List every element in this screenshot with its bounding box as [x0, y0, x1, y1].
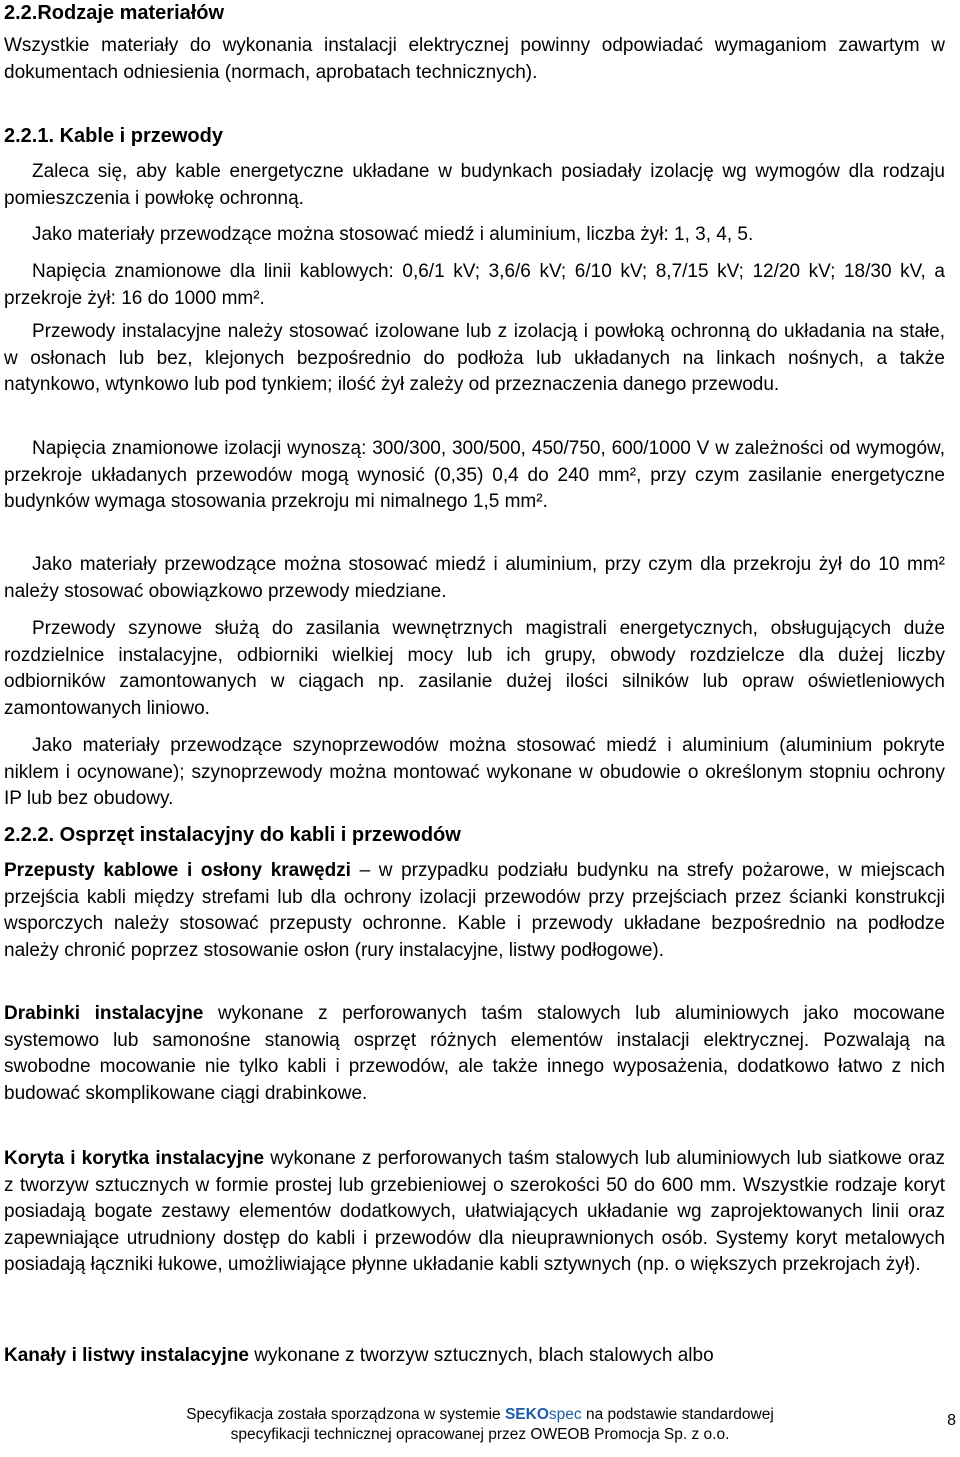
- section-number: 2.2.: [4, 2, 38, 24]
- page-number: 8: [947, 1412, 956, 1429]
- paragraph-trunking-channels: [4, 1343, 945, 1370]
- paragraph-rated-voltages: Napięcia znamionowe dla linii kablowych: 0,6/1 kV; 3,6/6 kV; 6/10 kV; 8,7/15 kV; 12/20 kV; 18/30 kV, a przekroje żył: 16 do 1000 mm².: [4, 261, 945, 309]
- section-number: 2.2.2.: [4, 824, 55, 846]
- footer-line-1: [0, 1405, 960, 1425]
- paragraph-text: wykonane z perforowanych taśm stalowych lub aluminiowych lub siatkowe oraz z tworzyw sztucznych w formie prostej lub grzebieniowej o szerokości 50 do 600 mm. Wszystkie rodzaje koryt posiadają bogate zestawy elementów dodatkowych, ułatwiających układanie wg zaprojektowanych linii oraz zapewniające utrudniony dostęp do kabli i przewodów dla nieuprawnionych osób. Systemy koryt metalowych posiadają łączniki łukowe, umożliwiające płynne układanie kabli sztywnych (np. o większych przekrojach żył).: [4, 1148, 945, 1275]
- paragraph-insulation-voltages: Napięcia znamionowe izolacji wynoszą: 300/300, 300/500, 450/750, 600/1000 V w zależności od wymogów, przekroje układanych przewodów mogą wynosić (0,35) 0,4 do 240 mm², przy czym zasilanie energetyczne budynków wymaga stosowania przekroju mi nimalnego 1,5 mm².: [4, 438, 945, 512]
- footer-line-2: specyfikacji technicznej opracowanej przez OWEOB Promocja Sp. z o.o.: [230, 1426, 730, 1443]
- section-heading-2-2-2: [4, 822, 461, 848]
- term-bold: Kanały i listwy instalacyjne: [4, 1345, 249, 1366]
- paragraph-cables-insulation: Zaleca się, aby kable energetyczne układane w budynkach posiadały izolację wg wymogów dla rodzaju pomieszczenia i powłokę ochronną.: [4, 161, 945, 209]
- section-heading-2-2: [4, 0, 224, 26]
- paragraph-busbar-trunking: Przewody szynowe służą do zasilania wewnętrznych magistrali energetycznych, obsługujących duże rozdzielnice instalacyjne, odbiorniki wielkiej mocy lub ich grupy, obwody rozdzielcze dla dużej liczby odbiorników zamontowanych w ciągach np. zasilanie dużej ilości silników lub opraw oświetleniowych zamontowanych liniowo.: [4, 618, 945, 719]
- sekospec-logo: SEKOspec: [504, 1406, 582, 1423]
- paragraph-text: wykonane z tworzyw sztucznych, blach stalowych albo: [249, 1345, 714, 1366]
- section-title: Kable i przewody: [59, 125, 223, 147]
- section-title: Osprzęt instalacyjny do kabli i przewodów: [59, 824, 461, 846]
- section-heading-2-2-1: [4, 123, 223, 149]
- paragraph-intro: Wszystkie materiały do wykonania instalacji elektrycznej powinny odpowiadać wymaganiom zawartym w dokumentach odniesienia (normach, aprobatach technicznych).: [4, 35, 945, 83]
- paragraph-busbar-materials: Jako materiały przewodzące szynoprzewodów można stosować miedź i aluminium (aluminium pokryte niklem i ocynowane); szynoprzewody można montować wykonane w obudowie o określonym stopniu ochrony IP lub bez obudowy.: [4, 735, 945, 809]
- footer-text: na podstawie standardowej: [585, 1406, 774, 1423]
- section-title: Rodzaje materiałów: [37, 2, 225, 24]
- paragraph-copper-requirement: Jako materiały przewodzące można stosować miedź i aluminium, przy czym dla przekroju żył do 10 mm² należy stosować obowiązkowo przewody miedziane.: [4, 554, 945, 602]
- paragraph-text: wykonane z perforowanych taśm stalowych lub aluminiowych jako mocowane systemowo lub samonośne stanowią osprzęt różnych elementów instalacji elektrycznej. Pozwalają na swobodne mocowanie nie tylko kabli i przewodów, ale także innego wyposażenia, dodatkowo łatwo z nich budować skomplikowane ciągi drabinkowe.: [4, 1003, 945, 1104]
- section-number: 2.2.1.: [4, 125, 55, 147]
- term-bold: Koryta i korytka instalacyjne: [4, 1148, 265, 1169]
- paragraph-cable-trays: [4, 1146, 945, 1279]
- term-bold: Drabinki instalacyjne: [4, 1003, 204, 1024]
- paragraph-text: – w przypadku podziału budynku na strefy pożarowe, w miejscach przejścia kabli między strefami lub dla ochrony izolacji przewodów przy przejściach przez ścianki konstrukcji wsporczych należy stosować przepusty ochronne. Kable i przewody układane bezpośrednio na podłodze należy chronić poprzez stosowanie osłon (rury instalacyjne, listwy podłogowe).: [4, 860, 945, 961]
- term-bold: Przepusty kablowe i osłony krawędzi: [4, 860, 351, 881]
- paragraph-cable-ladders: [4, 1001, 945, 1107]
- paragraph-conductor-materials: Jako materiały przewodzące można stosować miedź i aluminium, liczba żył: 1, 3, 4, 5.: [32, 224, 754, 245]
- paragraph-installation-wires: Przewody instalacyjne należy stosować izolowane lub z izolacją i powłoką ochronną do układania na stałe, w osłonach lub bez, klejonych bezpośrednio do podłoża lub układanych na linkach nośnych, a także natynkowo, wtynkowo lub pod tynkiem; ilość żył zależy od przeznaczenia danego przewodu.: [4, 321, 945, 395]
- footer-text: Specyfikacja została sporządzona w systemie: [186, 1406, 501, 1423]
- paragraph-cable-glands: [4, 858, 945, 964]
